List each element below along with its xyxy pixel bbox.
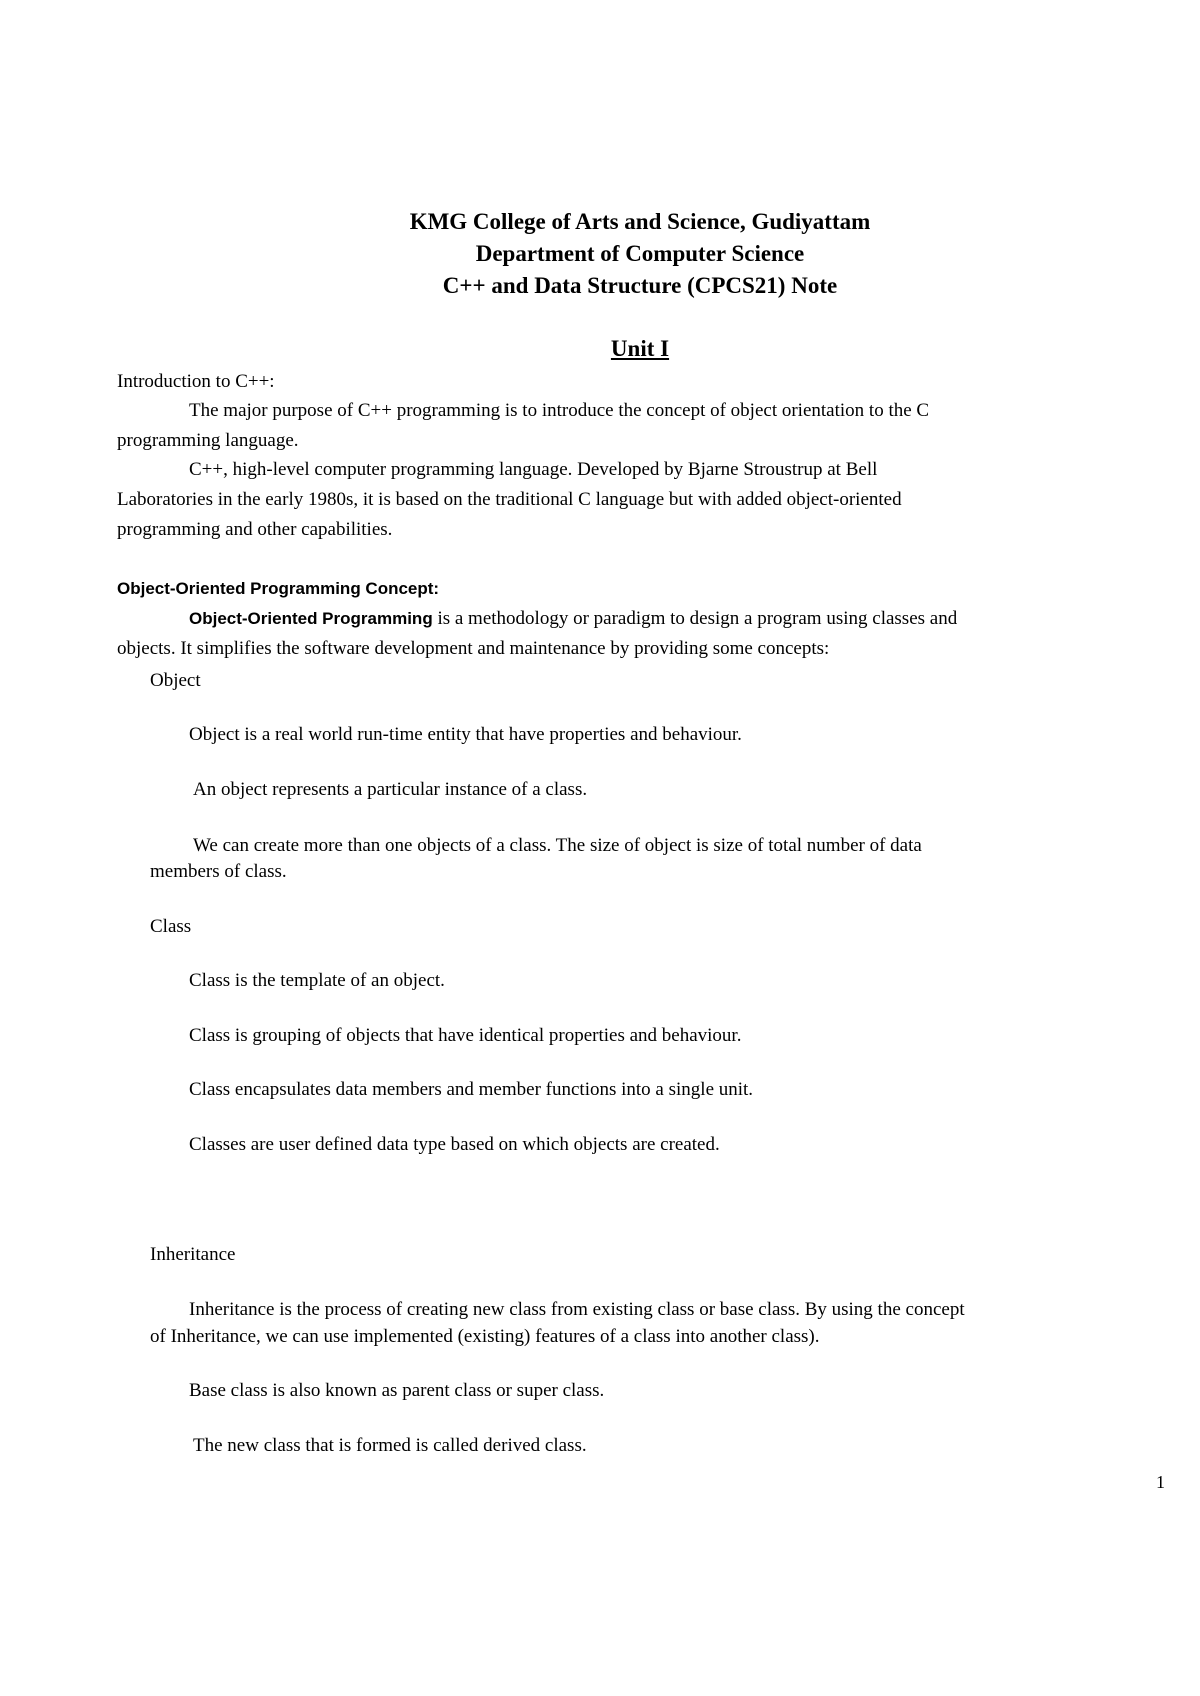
class-point-2: Class is grouping of objects that have identical properties and behaviour. [189, 1025, 742, 1046]
intro-paragraph-1-line-1: The major purpose of C++ programming is to introduce the concept of object orientation to the C [189, 400, 930, 421]
intro-paragraph-2-line-2: Laboratories in the early 1980s, it is based on the traditional C language but with added object-oriented [117, 489, 902, 510]
intro-paragraph-2-line-1: C++, high-level computer programming language. Developed by Bjarne Stroustrup at Bell [189, 459, 878, 480]
object-point-1: Object is a real world run-time entity that have properties and behaviour. [189, 724, 742, 745]
object-point-3-line-2: members of class. [150, 861, 287, 882]
intro-paragraph-2-line-3: programming and other capabilities. [117, 519, 393, 540]
inheritance-point-3: The new class that is formed is called derived class. [193, 1435, 587, 1456]
course-title: C++ and Data Structure (CPCS21) Note [442, 273, 838, 298]
oop-paragraph-line-1 [189, 604, 957, 633]
class-point-3: Class encapsulates data members and member functions into a single unit. [189, 1079, 754, 1100]
class-heading: Class [150, 916, 192, 937]
class-point-4: Classes are user defined data type based on which objects are created. [189, 1134, 720, 1155]
oop-paragraph-line-2: objects. It simplifies the software development and maintenance by providing some concepts: [117, 638, 830, 659]
oop-heading: Object-Oriented Programming Concept: [117, 579, 440, 598]
unit-heading-text: Unit I [610, 336, 670, 361]
page-number: 1 [1156, 1472, 1165, 1492]
class-point-1: Class is the template of an object. [189, 970, 445, 991]
college-title: KMG College of Arts and Science, Gudiyattam [409, 209, 871, 234]
inheritance-point-2: Base class is also known as parent class or super class. [189, 1380, 605, 1401]
intro-paragraph-1-line-2: programming language. [117, 430, 299, 451]
inheritance-point-1-line-2: of Inheritance, we can use implemented (existing) features of a class into another class). [150, 1326, 820, 1347]
inheritance-point-1-line-1: Inheritance is the process of creating new class from existing class or base class. By using the concept [189, 1299, 965, 1320]
object-heading: Object [150, 670, 201, 691]
object-point-3-line-1: We can create more than one objects of a class. The size of object is size of total number of data [193, 835, 922, 856]
oop-line-1-rest: is a methodology or paradigm to design a program using classes and [432, 608, 958, 629]
department-title: Department of Computer Science [475, 241, 805, 266]
intro-heading: Introduction to C++: [117, 371, 275, 392]
inheritance-heading: Inheritance [150, 1244, 236, 1265]
object-point-2: An object represents a particular instance of a class. [193, 779, 588, 800]
oop-bold-term: Object-Oriented Programming [189, 609, 433, 628]
unit-heading [0, 334, 1200, 364]
